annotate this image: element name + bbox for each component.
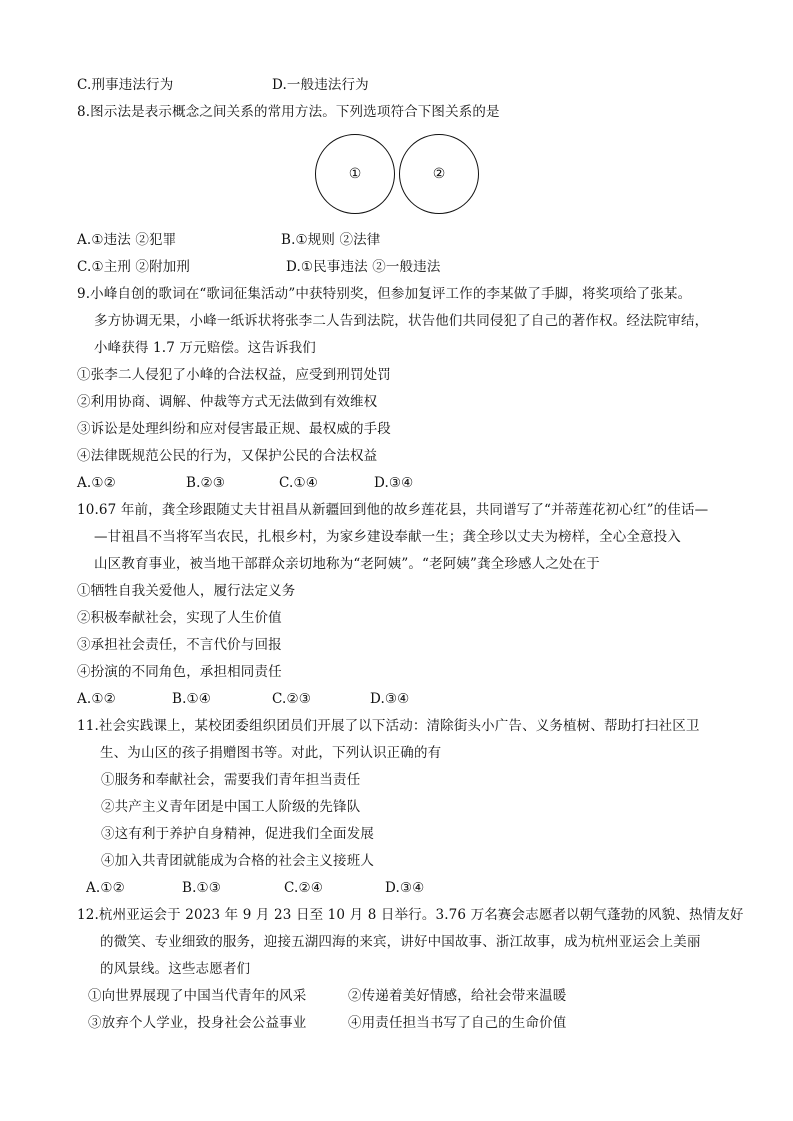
circle-1: [315, 134, 395, 214]
q11-option-c: C.②④: [284, 880, 323, 896]
q12-statement-4: ④用责任担当书写了自己的生命价值: [348, 1015, 567, 1031]
q9-statement-2: ②利用协商、调解、仲裁等方式无法做到有效维权: [77, 394, 378, 410]
q11-statement-1: ①服务和奉献社会，需要我们青年担当责任: [101, 772, 361, 788]
q9-statement-1: ①张李二人侵犯了小峰的合法权益，应受到刑罚处罚: [77, 367, 391, 383]
q8-option-c: C.①主刑 ②附加刑: [77, 259, 191, 275]
q9-option-c: C.①④: [279, 475, 318, 491]
q11-statement-2: ②共产主义青年团是中国工人阶级的先锋队: [101, 799, 361, 815]
q11-option-d: D.③④: [385, 880, 425, 896]
q12-statement-3: ③放弃个人学业，投身社会公益事业: [88, 1015, 307, 1031]
q8-option-a: A.①违法 ②犯罪: [77, 232, 177, 248]
q12-statement-2: ②传递着美好情感，给社会带来温暖: [348, 988, 567, 1004]
q12-stem-line-3: 的风景线。这些志愿者们: [100, 961, 251, 977]
q11-option-b: B.①③: [182, 880, 222, 896]
q10-option-d: D.③④: [370, 691, 410, 707]
q10-option-b: B.①④: [172, 691, 212, 707]
q8-option-b: B.①规则 ②法律: [281, 232, 381, 248]
q8-stem: 8.图示法是表示概念之间关系的常用方法。下列选项符合下图关系的是: [77, 104, 500, 120]
q12-stem-line-1: 12.杭州亚运会于 2023 年 9 月 23 日至 10 月 8 日举行。3.76 万名赛会志愿者以朝气蓬勃的风貌、热情友好: [77, 907, 744, 923]
q11-stem-line-1: 11.社会实践课上，某校团委组织团员们开展了以下活动：清除街头小广告、义务植树、帮助打扫社区卫: [77, 718, 700, 734]
q9-stem-line-2: 多方协调无果，小峰一纸诉状将张李二人告到法院，状告他们共同侵犯了自己的著作权。经法院审结，: [94, 313, 709, 329]
q9-stem-line-3: 小峰获得 1.7 万元赔偿。这告诉我们: [94, 340, 316, 356]
q11-statement-3: ③这有利于养护自身精神，促进我们全面发展: [101, 826, 374, 842]
q9-option-d: D.③④: [374, 475, 414, 491]
circle-1-label: ①: [348, 166, 362, 182]
q10-stem-line-2: —甘祖昌不当将军当农民，扎根乡村，为家乡建设奉献一生；龚全珍以丈夫为榜样，全心全意投入: [94, 529, 681, 545]
q7-option-c: C.刑事违法行为: [77, 77, 174, 93]
q10-option-a: A.①②: [77, 691, 116, 707]
q9-option-b: B.②③: [186, 475, 226, 491]
q8-option-d: D.①民事违法 ②一般违法: [286, 259, 441, 275]
q9-statement-4: ④法律既规范公民的行为，又保护公民的合法权益: [77, 448, 378, 464]
venn-diagram: [312, 134, 484, 218]
q10-statement-3: ③承担社会责任，不言代价与回报: [77, 637, 282, 653]
q10-stem-line-3: 山区教育事业，被当地干部群众亲切地称为“老阿姨”。“老阿姨”龚全珍感人之处在于: [94, 556, 600, 572]
q10-statement-2: ②积极奉献社会，实现了人生价值: [77, 610, 282, 626]
q10-statement-4: ④扮演的不同角色，承担相同责任: [77, 664, 282, 680]
circle-2: [399, 134, 479, 214]
q10-stem-line-1: 10.67 年前，龚全珍跟随丈夫甘祖昌从新疆回到他的故乡莲花县，共同谱写了“并蒂莲花初心红”的佳话—: [77, 502, 709, 518]
q9-stem-line-1: 9.小峰自创的歌词在“歌词征集活动”中获特别奖，但参加复评工作的李某做了手脚，将奖项给了张某。: [77, 286, 692, 302]
q12-statement-1: ①向世界展现了中国当代青年的风采: [88, 988, 307, 1004]
q11-stem-line-2: 生、为山区的孩子捐赠图书等。对此，下列认识正确的有: [100, 745, 442, 761]
q12-stem-line-2: 的微笑、专业细致的服务，迎接五湖四海的来宾，讲好中国故事、浙江故事，成为杭州亚运会上美丽: [100, 934, 701, 950]
q7-option-d: D.一般违法行为: [272, 77, 369, 93]
circle-2-label: ②: [432, 166, 446, 182]
q10-option-c: C.②③: [272, 691, 311, 707]
q11-statement-4: ④加入共青团就能成为合格的社会主义接班人: [101, 853, 374, 869]
q9-option-a: A.①②: [77, 475, 116, 491]
q10-statement-1: ①牺牲自我关爱他人，履行法定义务: [77, 583, 296, 599]
q11-option-a: A.①②: [86, 880, 125, 896]
q9-statement-3: ③诉讼是处理纠纷和应对侵害最正规、最权威的手段: [77, 421, 391, 437]
